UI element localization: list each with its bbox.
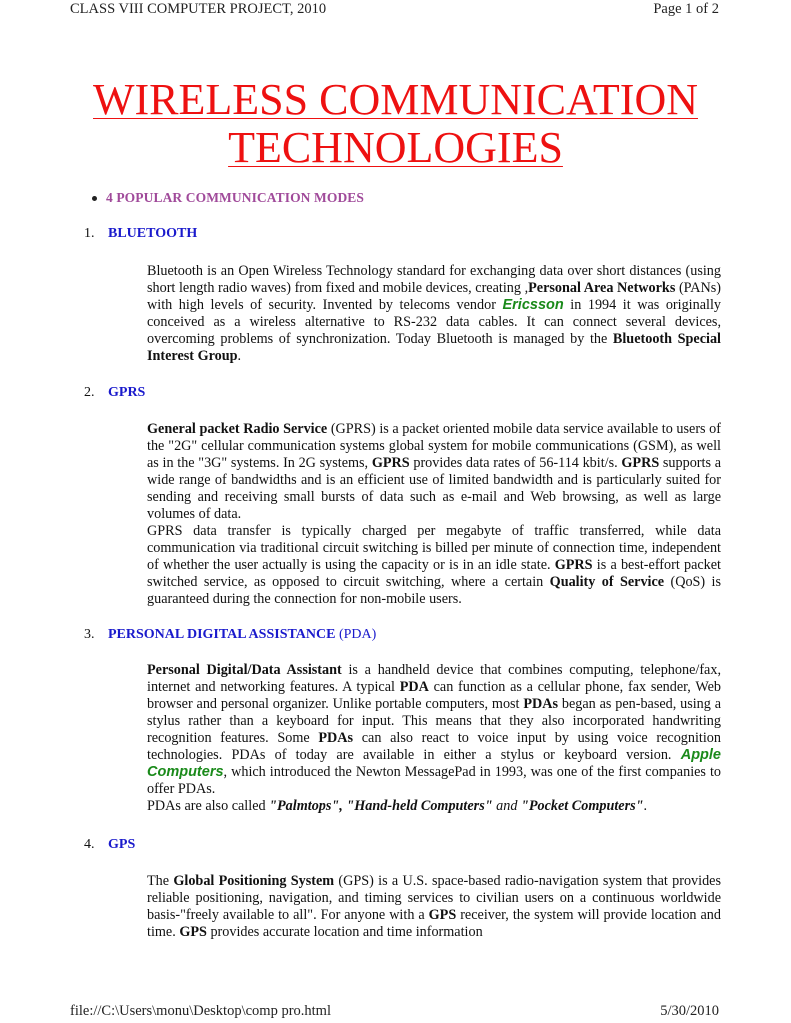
paragraph-gps: The Global Positioning System (GPS) is a U.S. space-based radio-navigation system that provides reliable positioning, navigation, and timing services to civilian users on a continuous worldwide basis-"freely available to all". For anyone with a GPS receiver, the system will provide location and time. GPS provides accurate location and time information: [147, 873, 722, 940]
section-number: 3.: [84, 627, 95, 642]
title-line-2: TECHNOLOGIES: [228, 123, 563, 172]
section-label: GPS: [108, 837, 136, 852]
section-label: GPRS: [108, 385, 146, 400]
footer-file-path: file://C:\Users\monu\Desktop\comp pro.html: [70, 1003, 331, 1019]
section-number: 4.: [84, 837, 95, 852]
section-heading-bluetooth: [84, 226, 197, 242]
link-ericsson: Ericsson: [502, 297, 564, 313]
link-apple-computers: Apple Computers: [147, 747, 721, 780]
section-heading-gprs: [84, 385, 145, 401]
paragraph-gprs: General packet Radio Service (GPRS) is a packet oriented mobile data service available to users of the "2G" cellular communication systems global system for mobile communications (GSM), as well as in the "3G" systems. In 2G systems, GPRS provides data rates of 56-114 kbit/s. GPRS supports a wide range of bandwidths and is an efficient use of limited bandwidth and is particularly suited for sending and receiving small bursts of data such as e-mail and Web browsing, as well as large volumes of data. GPRS data transfer is typically charged per megabyte of traffic transferred, while data communication via traditional circuit switching is billed per minute of connection time, independent of whether the user actually is using the capacity or is in an idle state. GPRS is a best-effort packet switched service, as opposed to circuit switching, where a certain Quality of Service (QoS) is guaranteed during the connection for non-mobile users.: [147, 421, 722, 607]
section-heading-pda: [84, 627, 376, 643]
section-heading-gps: [84, 837, 135, 853]
bullet-heading: [92, 190, 364, 206]
page-title: [0, 75, 791, 172]
paragraph-bluetooth: Bluetooth is an Open Wireless Technology standard for exchanging data over short distances (using short length radio waves) from fixed and mobile devices, creating ,Personal Area Networks (PANs) with high levels of security. Invented by telecoms vendor Ericsson in 1994 it was originally conceived as a wireless alternative to RS-232 data cables. It can connect several devices, overcoming problems of synchronization. Today Bluetooth is managed by the Bluetooth Special Interest Group.: [147, 263, 721, 364]
footer-date: 5/30/2010: [660, 1003, 719, 1019]
bullet-dot-icon: [92, 196, 97, 201]
title-line-1: WIRELESS COMMUNICATION: [93, 75, 698, 124]
section-suffix: (PDA): [338, 627, 377, 642]
section-number: 1.: [84, 226, 95, 241]
header-title: CLASS VIII COMPUTER PROJECT, 2010: [70, 1, 327, 17]
section-label: PERSONAL DIGITAL ASSISTANCE: [108, 627, 336, 642]
page-number: Page 1 of 2: [653, 1, 719, 17]
section-number: 2.: [84, 385, 95, 400]
section-label: BLUETOOTH: [108, 226, 198, 241]
bullet-text: 4 POPULAR COMMUNICATION MODES: [106, 190, 365, 205]
paragraph-pda: Personal Digital/Data Assistant is a handheld device that combines computing, telephone/fax, internet and networking features. A typical PDA can function as a cellular phone, fax sender, Web browser and personal organizer. Unlike portable computers, most PDAs began as pen-based, using a stylus rather than a keyboard for input. This means that they also incorporated handwriting recognition features. Some PDAs can also react to voice input by using voice recognition technologies. PDAs of today are available in either a stylus or keyboard version. Apple Computers, which introduced the Newton MessagePad in 1993, was one of the first companies to offer PDAs. PDAs are also called "Palmtops", "Hand-held Computers" and "Pocket Computers".: [147, 662, 722, 814]
